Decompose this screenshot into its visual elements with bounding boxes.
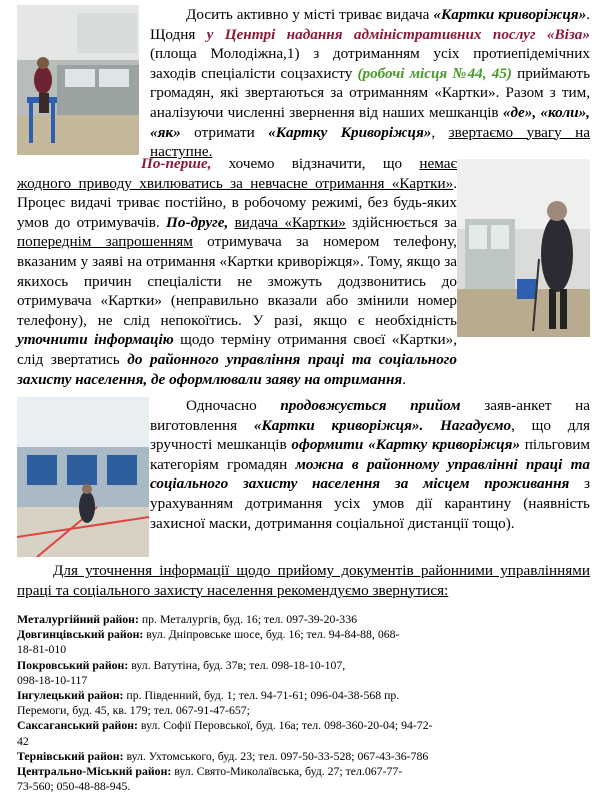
text-span: , що для зручності мешканців — [150, 416, 590, 454]
text-span: здійснюється за — [345, 213, 458, 231]
district-details: вул. Дніпровське шосе, буд. 16; тел. 94-84-88, 068-18-81-010 — [17, 627, 400, 657]
district-details: вул. Ватутіна, буд. 37в; тел. 098-18-10-107, 098-18-10-117 — [17, 657, 346, 687]
contact-row — [17, 749, 442, 764]
contact-row — [17, 718, 442, 748]
contact-row — [17, 612, 602, 627]
text-span: . Щодня — [150, 6, 590, 43]
text-span: у Центрі надання адміністративних послуг «Віза» — [206, 25, 590, 43]
text-span: оформити «Картку криворіжця» — [291, 436, 521, 454]
text-span: «Картки криворіжця». Нагадуємо — [253, 416, 512, 434]
text-span: попереднім запрошенням — [17, 233, 193, 251]
contact-row — [17, 688, 447, 718]
district-name: Саксаганський район: — [17, 718, 138, 733]
text-span: немає жодного приводу хвилюватись за невчасне отримання «Картки» — [17, 155, 457, 192]
district-details: вул. Свято-Миколаївська, буд. 27; тел.067-77-73-560; 050-48-88-945. — [17, 764, 403, 794]
text-span: видача «Картки» — [234, 213, 346, 231]
text-span: уточнити інформацію — [17, 331, 174, 349]
district-name: Тернівський район: — [17, 748, 124, 763]
district-details: пр. Металургів, буд. 16; тел. 097-39-20-336 — [138, 612, 358, 626]
text-span: приймають громадян, які звертаються за отриманням «Картки». Разом з тим, аналізуючи численні звернення від наших мешканців — [150, 64, 591, 121]
text-span: хочемо відзначити, що — [211, 155, 420, 172]
contacts-list — [17, 612, 602, 794]
paragraph-card-details — [17, 154, 590, 389]
text-span: щодо терміну отримання своєї «Картки», слід звертатись — [17, 331, 457, 368]
text-span: отримати — [180, 123, 269, 141]
text-span: «де», «коли», «як» — [150, 103, 590, 141]
text-span: . Процес видачі триває постійно, в робочому режимі, без будь-яких умов до отримувачів. — [17, 174, 457, 231]
contact-row — [17, 627, 412, 657]
text-span: з урахуванням дотримання усіх умов дії карантину (наявність захисної маски, дотримання соціальної дистанції тощо). — [150, 475, 591, 532]
text-span: (робочі місця №44, 45) — [357, 64, 512, 82]
text-span: (площа Молодіжна,1) з дотриманням усіх протиепідемічних заходів спеціалісти соцзахисту — [150, 45, 590, 82]
text-span: заяв-анкет на виготовлення — [150, 397, 591, 434]
text-span: можна в районному управлінні праці та соціального захисту населення за місцем проживання — [150, 455, 590, 493]
text-span: «Картки криворіжця» — [433, 6, 587, 23]
text-span: По-перше, — [141, 155, 212, 172]
contact-row — [17, 658, 362, 688]
district-details: вул. Ухтомського, буд. 23; тел. 097-50-33-528; 067-43-36-786 — [123, 748, 429, 763]
district-name: Центрально-Міський район: — [17, 764, 172, 779]
text-span: , — [431, 123, 449, 141]
text-span: звертаємо увагу на наступне. — [150, 123, 590, 161]
district-name: Покровський район: — [17, 657, 129, 672]
paragraph-card-issuance — [150, 5, 590, 162]
contact-row — [17, 764, 412, 794]
district-name: Металургійний район: — [17, 612, 139, 626]
text-span: пільговим категоріям громадян — [150, 436, 590, 473]
district-name: Інгулецький район: — [17, 688, 124, 703]
photo-office-hall — [17, 397, 149, 557]
text-span: отримувача за номером телефону, вказаним у заяві на отримання «Картки криворіжця». Тому, якщо за якихось причин спеціалісти не зможуть додзвонитись до отримувача «Картки» (неправильно вказали або змінили номер телефону), не слід непокоїтись. У разі, якщо є необхідність — [17, 233, 457, 329]
text-span: до районного управління праці та соціального захисту населення, де оформлювали заяву на отримання — [17, 350, 457, 388]
district-details: пр. Південний, буд. 1; тел. 94-71-61; 096-04-38-568 пр. Перемоги, буд. 45, кв. 179; тел. 067-91-47-657; — [17, 688, 400, 718]
paragraph-application-intake — [150, 396, 590, 533]
text-span: «Картку Криворіжця» — [268, 123, 432, 141]
text-span: Досить активно у місті триває видача — [186, 6, 434, 23]
district-name: Довгинцівський район: — [17, 627, 144, 642]
text-span: продовжується прийом — [280, 397, 461, 414]
district-details: вул. Софії Перовської, буд. 16а; тел. 098-360-20-04; 94-72-42 — [17, 718, 433, 748]
text-span: Одночасно — [186, 397, 281, 414]
text-span: По-друге, — [166, 213, 229, 231]
contacts-intro: Для уточнення інформації щодо прийому документів районними управліннями праці та соціального захисту населення рекомендуємо звернутися: — [17, 562, 590, 599]
text-span: . — [402, 370, 407, 388]
photo-service-center-counter — [17, 5, 139, 155]
